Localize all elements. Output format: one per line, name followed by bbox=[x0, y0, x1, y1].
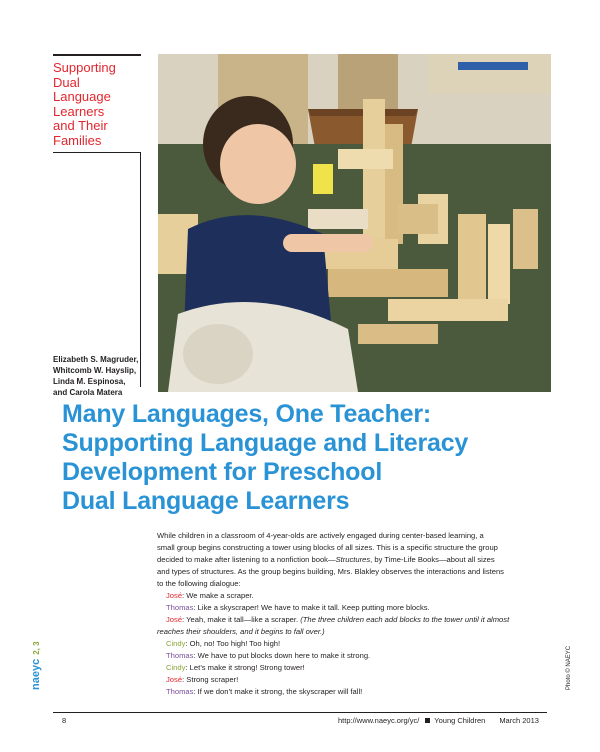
article-body bbox=[157, 530, 537, 698]
footer-url[interactable]: http://www.naeyc.org/yc/ bbox=[338, 716, 420, 725]
footer-rule bbox=[53, 712, 547, 713]
author-list: Elizabeth S. Magruder, Whitcomb W. Hayslip, Linda M. Espinosa, and Carola Matera bbox=[53, 355, 139, 397]
photo-child-with-blocks bbox=[158, 54, 551, 392]
intro-line: small group begins constructing a tower using blocks of all sizes. This is a specific structure the group bbox=[157, 543, 498, 552]
photo-illustration bbox=[158, 54, 551, 392]
speaker-name: Thomas bbox=[166, 603, 194, 612]
speaker-name: Cindy bbox=[166, 639, 186, 648]
intro-line-part: decided to make after listening to a nonfiction book— bbox=[157, 555, 336, 564]
speaker-name: José bbox=[166, 591, 183, 600]
dialogue-line bbox=[157, 662, 537, 674]
intro-line: and types of structures. As the group begins building, Mrs. Blakley observes the interactions and listens bbox=[157, 567, 504, 576]
dialogue-text: : If we don’t make it strong, the skyscraper will fall! bbox=[193, 687, 363, 696]
dialogue-line bbox=[157, 674, 537, 686]
headline-line: Dual Language Learners bbox=[62, 487, 350, 515]
dialogue-text: : We have to put blocks down here to make it strong. bbox=[193, 651, 371, 660]
speaker-name: José bbox=[166, 615, 183, 624]
photo-credit: Photo © NAEYC bbox=[566, 645, 572, 690]
dialogue-line bbox=[157, 650, 537, 662]
speaker-name: Thomas bbox=[166, 687, 194, 696]
dialogue-continuation bbox=[157, 626, 537, 638]
dialogue-text: : Oh, no! Too high! Too high! bbox=[185, 639, 281, 648]
footer-date: March 2013 bbox=[499, 716, 539, 725]
headline-line: Development for Preschool bbox=[62, 458, 383, 486]
speaker-name: Thomas bbox=[166, 651, 194, 660]
dialogue-line bbox=[157, 638, 537, 650]
dialogue-text: : Like a skyscraper! We have to make it tall. Keep putting more blocks. bbox=[193, 603, 430, 612]
dialogue-text: : We make a scraper. bbox=[182, 591, 254, 600]
headline-line: Many Languages, One Teacher: bbox=[62, 400, 432, 428]
book-title: Structures bbox=[335, 555, 371, 564]
page-number: 8 bbox=[62, 716, 67, 725]
naeyc-logo-text: naeyc bbox=[30, 658, 42, 690]
dialogue-line bbox=[157, 602, 537, 614]
section-kicker: Supporting Dual Language Learners and Their Families bbox=[53, 60, 116, 148]
square-bullet-icon bbox=[425, 718, 430, 723]
intro-line: While children in a classroom of 4-year-olds are actively engaged during center-based learning, a bbox=[157, 531, 484, 540]
dialogue-line bbox=[157, 614, 537, 626]
stage-direction: (The three children each add blocks to the tower until it almost bbox=[300, 615, 510, 624]
intro-line: to the following dialogue: bbox=[157, 579, 241, 588]
dialogue-text: : Let’s make it strong! Strong tower! bbox=[185, 663, 305, 672]
kicker-bottom-rule bbox=[53, 152, 141, 153]
sidebar-divider bbox=[140, 152, 141, 387]
dialogue-line bbox=[157, 590, 537, 602]
headline-line: Supporting Language and Literacy bbox=[62, 429, 469, 457]
stage-direction: reaches their shoulders, and it begins to fall over.) bbox=[157, 627, 325, 636]
speaker-name: Cindy bbox=[166, 663, 186, 672]
intro-line bbox=[157, 554, 537, 566]
speaker-name: José bbox=[166, 675, 183, 684]
dialogue-line bbox=[157, 686, 537, 698]
article-headline bbox=[62, 400, 542, 516]
intro-line-part: , by Time-Life Books—about all sizes bbox=[370, 555, 495, 564]
naeyc-logo bbox=[30, 641, 42, 690]
footer-journal: Young Children bbox=[434, 716, 486, 725]
kicker-top-rule bbox=[53, 54, 141, 56]
naeyc-standard-numbers: 2, 3 bbox=[32, 641, 41, 655]
dialogue-text: : Yeah, make it tall—like a scraper. bbox=[182, 615, 299, 624]
footer-info bbox=[338, 716, 539, 725]
dialogue-text: : Strong scraper! bbox=[182, 675, 239, 684]
